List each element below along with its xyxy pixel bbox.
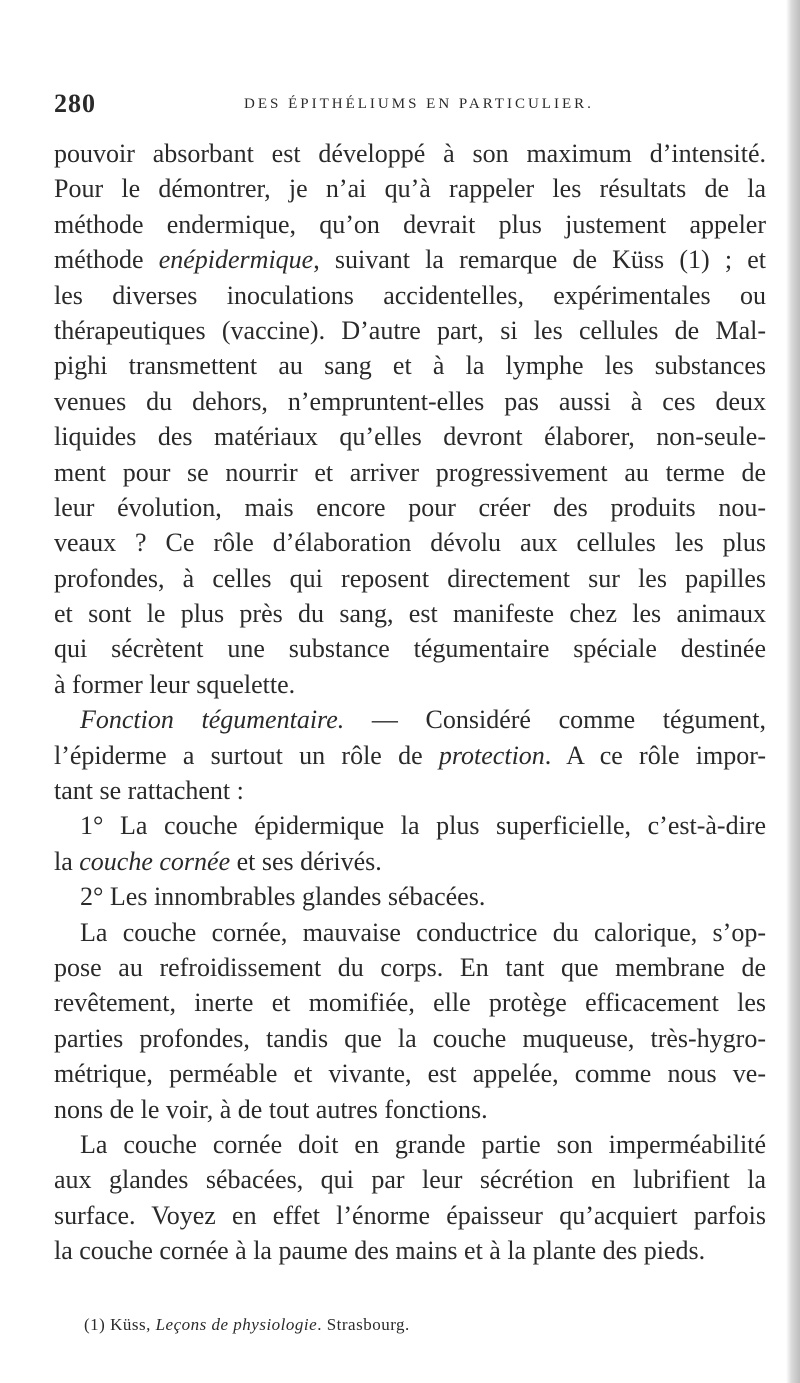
text-line [54,738,766,773]
line-text: méthode endermique, qu’on devrait plus justement appeler [54,209,766,239]
line-text: tant se rattachent : [54,776,244,806]
line-text: parties profondes, tandis que la couche muqueuse, très-hygro- [54,1023,766,1053]
line-text: et sont le plus près du sang, est manifeste chez les animaux [54,599,766,629]
line-text: la couche cornée à la paume des mains et à la plante des pieds. [54,1236,706,1266]
text-line [54,1198,766,1233]
line-text: veaux ? Ce rôle d’élaboration dévolu aux cellules les plus [54,528,766,558]
line-text: revêtement, inerte et momifiée, elle protège efficacement les [54,988,766,1018]
text-line [54,1233,766,1268]
line-text: thérapeutiques (vaccine). D’autre part, si les cellules de Mal- [54,315,766,345]
line-text: pighi transmettent au sang et à la lymphe les substances [54,351,766,381]
page-header [54,89,754,119]
text-line [54,136,766,171]
line-text: méthode [54,245,159,275]
footnote-text: (1) Küss, [84,1315,156,1334]
line-text: 2° Les innombrables glandes sébacées. [80,882,486,912]
text-line [54,667,766,702]
text-line [54,1092,766,1127]
line-text: aux glandes sébacées, qui par leur sécrétion en lubrifient la [54,1165,766,1195]
text-line [54,561,766,596]
text-line [54,985,766,1020]
line-text: surface. Voyez en effet l’énorme épaisseur qu’acquiert parfois [54,1200,766,1230]
line-text: ment pour se nourrir et arriver progressivement au terme de [54,457,766,487]
text-line [54,950,766,985]
line-text: venues du dehors, n’empruntent-elles pas aussi à ces deux [54,386,766,416]
line-text: pouvoir absorbant est développé à son maximum d’intensité. [54,139,766,168]
text-line [54,1056,766,1091]
line-text: les diverses inoculations accidentelles, expérimentales ou [54,280,766,310]
line-text: à former leur squelette. [54,669,296,699]
text-line [54,242,766,277]
line-text: Pour le démontrer, je n’ai qu’à rappeler les résultats de la [54,174,766,204]
line-italic-text: Fonction tégumentaire. [80,705,345,735]
line-text: qui sécrètent une substance tégumentaire spéciale destinée [54,634,766,664]
text-line [54,915,766,950]
text-line [54,313,766,348]
line-text-end: et ses dérivés. [230,846,382,876]
line-text: métrique, perméable et vivante, est appelée, comme nous ve- [54,1059,766,1089]
text-line [54,384,766,419]
line-text: La couche cornée doit en grande partie son imperméabilité [80,1129,766,1159]
line-italic-text: protection [438,740,545,770]
page-edge-shadow [786,0,800,1383]
line-text-end: — Considéré comme tégument, [344,705,766,735]
line-text: l’épiderme a surtout un rôle de [54,740,439,770]
line-text: profondes, à celles qui reposent directement sur les papilles [54,563,766,593]
line-text: leur évolution, mais encore pour créer des produits nou- [54,492,766,522]
text-line [54,773,766,808]
text-line [54,171,766,206]
text-line [54,278,766,313]
running-title: DES ÉPITHÉLIUMS EN PARTICULIER. [244,96,594,112]
footnote-title: Leçons de physiologie [155,1315,318,1334]
text-line [54,879,766,914]
line-italic-text: couche cornée [79,846,231,876]
text-line [54,490,766,525]
footnote [84,1315,410,1335]
page-number: 280 [54,89,96,118]
line-text: nons de le voir, à de tout autres fonctions. [54,1094,488,1124]
text-line [54,702,766,737]
line-text: liquides des matériaux qu’elles devront élaborer, non-seule- [54,422,766,452]
text-line [54,1127,766,1162]
line-text-end: . A ce rôle impor- [544,740,766,770]
line-text: 1° La couche épidermique la plus superficielle, c’est-à-dire [80,811,766,841]
text-line [54,596,766,631]
text-line [54,455,766,490]
line-italic-text: enépidermique [158,245,314,275]
text-line [54,844,766,879]
text-line [54,207,766,242]
text-line [54,1162,766,1197]
text-line [54,808,766,843]
line-text: La couche cornée, mauvaise conductrice du calorique, s’op- [80,917,766,947]
line-text: pose au refroidissement du corps. En tant que membrane de [54,952,766,982]
line-text: la [54,846,80,876]
text-line [54,631,766,666]
line-text-end: , suivant la remarque de Küss (1) ; et [313,245,766,275]
text-line [54,419,766,454]
text-line [54,525,766,560]
footnote-text-end: . Strasbourg. [317,1315,410,1334]
body-text [54,136,766,1269]
text-line [54,348,766,383]
text-line [54,1021,766,1056]
